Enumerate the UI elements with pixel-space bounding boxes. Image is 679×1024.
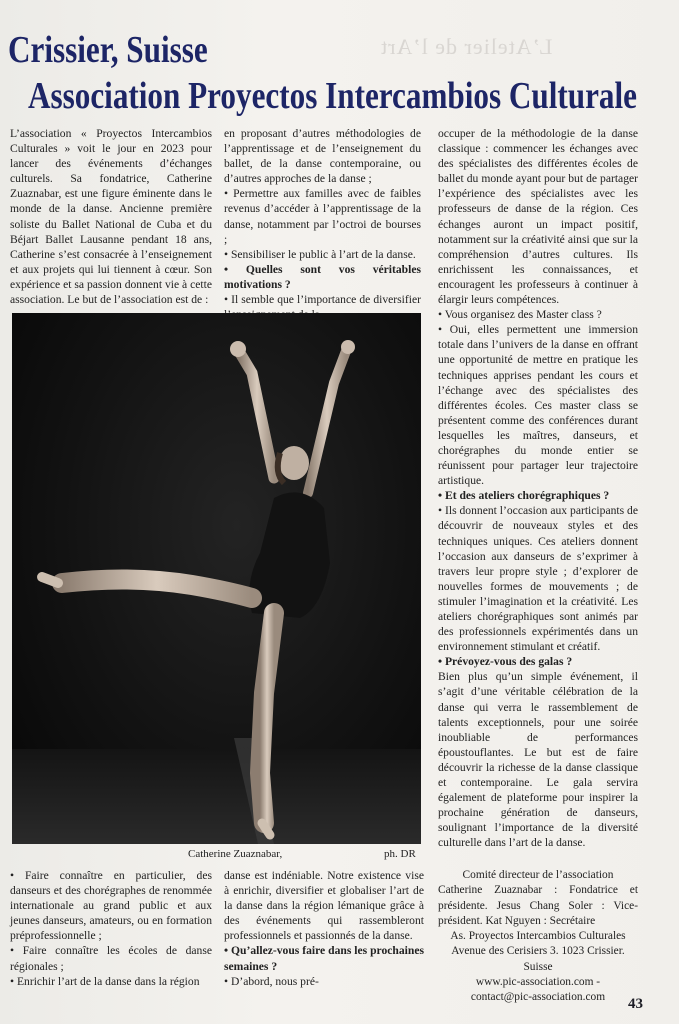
question-master-class: • Vous organisez des Master class ? xyxy=(438,308,602,322)
intro-paragraph: L’association « Proyectos Intercambios Culturales » voit le jour en 2023 pour lancer des événements d’échanges culturels. Sa fondatrice, Catherine Zuaznabar, est une figure éminente dans le monde de la danse. Ancienne première soliste du Ballet National de Cuba et du Béjart Ballet Lausanne pendant 18 ans, Catherine s’est consacrée à l’enseignement et aux projets qui lui tiennent à cœur. Son expérience et sa passion donnent vie à cette association. Le but de l’association est de : xyxy=(10,127,212,307)
column-1-top xyxy=(10,126,212,307)
photo-credit: ph. DR xyxy=(384,848,416,860)
column-2-bottom xyxy=(224,868,424,989)
page-number: 43 xyxy=(628,996,643,1012)
col2-paragraph-2: • Permettre aux familles avec de faibles revenus d’accéder à l’apprentissage de la danse, notamment par l’octroi de bourses ; xyxy=(224,187,421,246)
col3-paragraph-3: • Oui, elles permettent une immersion totale dans l’univers de la danse en offrant une opportunité de mettre en pratique les techniques apprises pendant les cours et l’échange avec des spécialistes des différentes écoles. Ces master class se présentent comme des conférences durant lesquelles les maîtres, danseurs, et chorégraphes du monde entier se réunissent pour partager leur trajectoire artistique. xyxy=(438,323,638,488)
col1-bottom-paragraph-3: • Enrichir l’art de la danse dans la région xyxy=(10,974,200,988)
question-ateliers: • Et des ateliers chorégraphiques ? xyxy=(438,489,610,503)
title-line-1: Crissier, Suisse xyxy=(8,29,208,71)
column-3 xyxy=(438,126,638,851)
dancer-figure xyxy=(12,313,421,844)
col2-paragraph-4: • Il semble que l’importance de diversifier xyxy=(224,293,421,307)
question-galas: • Prévoyez-vous des galas ? xyxy=(438,655,573,669)
col1-bottom-paragraph-2: • Faire connaître les écoles de danse régionales ; xyxy=(10,944,212,973)
bleed-through-text: L’Atelier de l’Art xyxy=(380,34,553,59)
committee-box xyxy=(438,868,638,1006)
col2-paragraph-1: en proposant d’autres méthodologies de l’apprentissage et de l’enseignement du ballet, de la danse contemporaine, ou d’autres approches de la danse ; xyxy=(224,127,421,186)
col2-bottom-paragraph-1: danse est indéniable. Notre existence vise à enrichir, diversifier et globaliser l’art de la danse dans la région lémanique grâce à des événements qui rassembleront professionnels et passionnés de la danse. xyxy=(224,869,424,943)
col3-paragraph-4: • Ils donnent l’occasion aux participants de découvrir de nouveaux styles et des techniques uniques. Ces ateliers donnent l’occasion aux danseurs de s’exprimer à travers leur propre style ; d’explorer de nouvelles formes de mouvements ; de stimuler l’imagination et la créativité. Les ateliers chorégraphiques sont animés par des professionnels expérimentés dans un environnement stimulant et créatif. xyxy=(438,504,638,654)
question-next-weeks: • Qu’allez-vous faire dans les prochaines semaines ? xyxy=(224,944,424,973)
photo-caption: Catherine Zuaznabar, xyxy=(188,848,283,860)
association-website: www.pic-association.com - xyxy=(475,976,601,989)
title-line-2: Association Proyectos Intercambios Culturale xyxy=(28,75,638,117)
col3-paragraph-1: occuper de la méthodologie de la danse classique : commencer les échanges avec des spécialistes des différentes écoles de ballet du monde ayant pour but de partager l’expérience des spécialistes avec les professeurs de danse de la région. Ces échanges auront un impact positif, notamment sur la créativité ainsi que sur la compréhension d’autres cultures. Ils enrichissent les connaissances, et encouragent les professeurs à continuer à élargir leurs compétences. xyxy=(438,127,638,307)
col2-bottom-paragraph-2: • D’abord, nous pré- xyxy=(224,974,319,988)
col2-paragraph-3: • Sensibiliser le public à l’art de la danse. xyxy=(224,247,416,261)
col1-bottom-paragraph-1: • Faire connaître en particulier, des danseurs et des chorégraphes de renommée internationale au grand public et aux jeunes danseurs, amateurs, ou en formation préprofessionnelle ; xyxy=(10,869,212,943)
column-1-bottom xyxy=(10,868,212,989)
committee-members: Catherine Zuaznabar : Fondatrice et présidente. Jesus Chang Soler : Vice-président. Kat Nguyen : Secrétaire xyxy=(438,884,638,927)
committee-heading: Comité directeur de l’association xyxy=(462,869,614,881)
association-name: As. Proyectos Intercambios Culturales xyxy=(450,930,626,943)
col3-paragraph-5: Bien plus qu’un simple événement, il s’agit d’une véritable célébration de la danse qui verra le rassemblement de talents exceptionnels, pour une soirée inoubliable de performances époustouflantes. Le but est de faire découvrir la richesse de la danse classique et contemporaine. Le gala servira également de plateforme pour inspirer la prochaine génération de danseurs, soulignant l’importance de la diversité culturelle dans l’art de la danse. xyxy=(438,670,638,850)
association-address: Avenue des Cerisiers 3. 1023 Crissier. Suisse xyxy=(451,945,625,973)
column-2-top xyxy=(224,126,421,322)
association-email: contact@pic-association.com xyxy=(470,991,606,1004)
question-motivations: • Quelles sont vos véritables motivations ? xyxy=(224,262,421,291)
dancer-photo xyxy=(12,313,421,844)
